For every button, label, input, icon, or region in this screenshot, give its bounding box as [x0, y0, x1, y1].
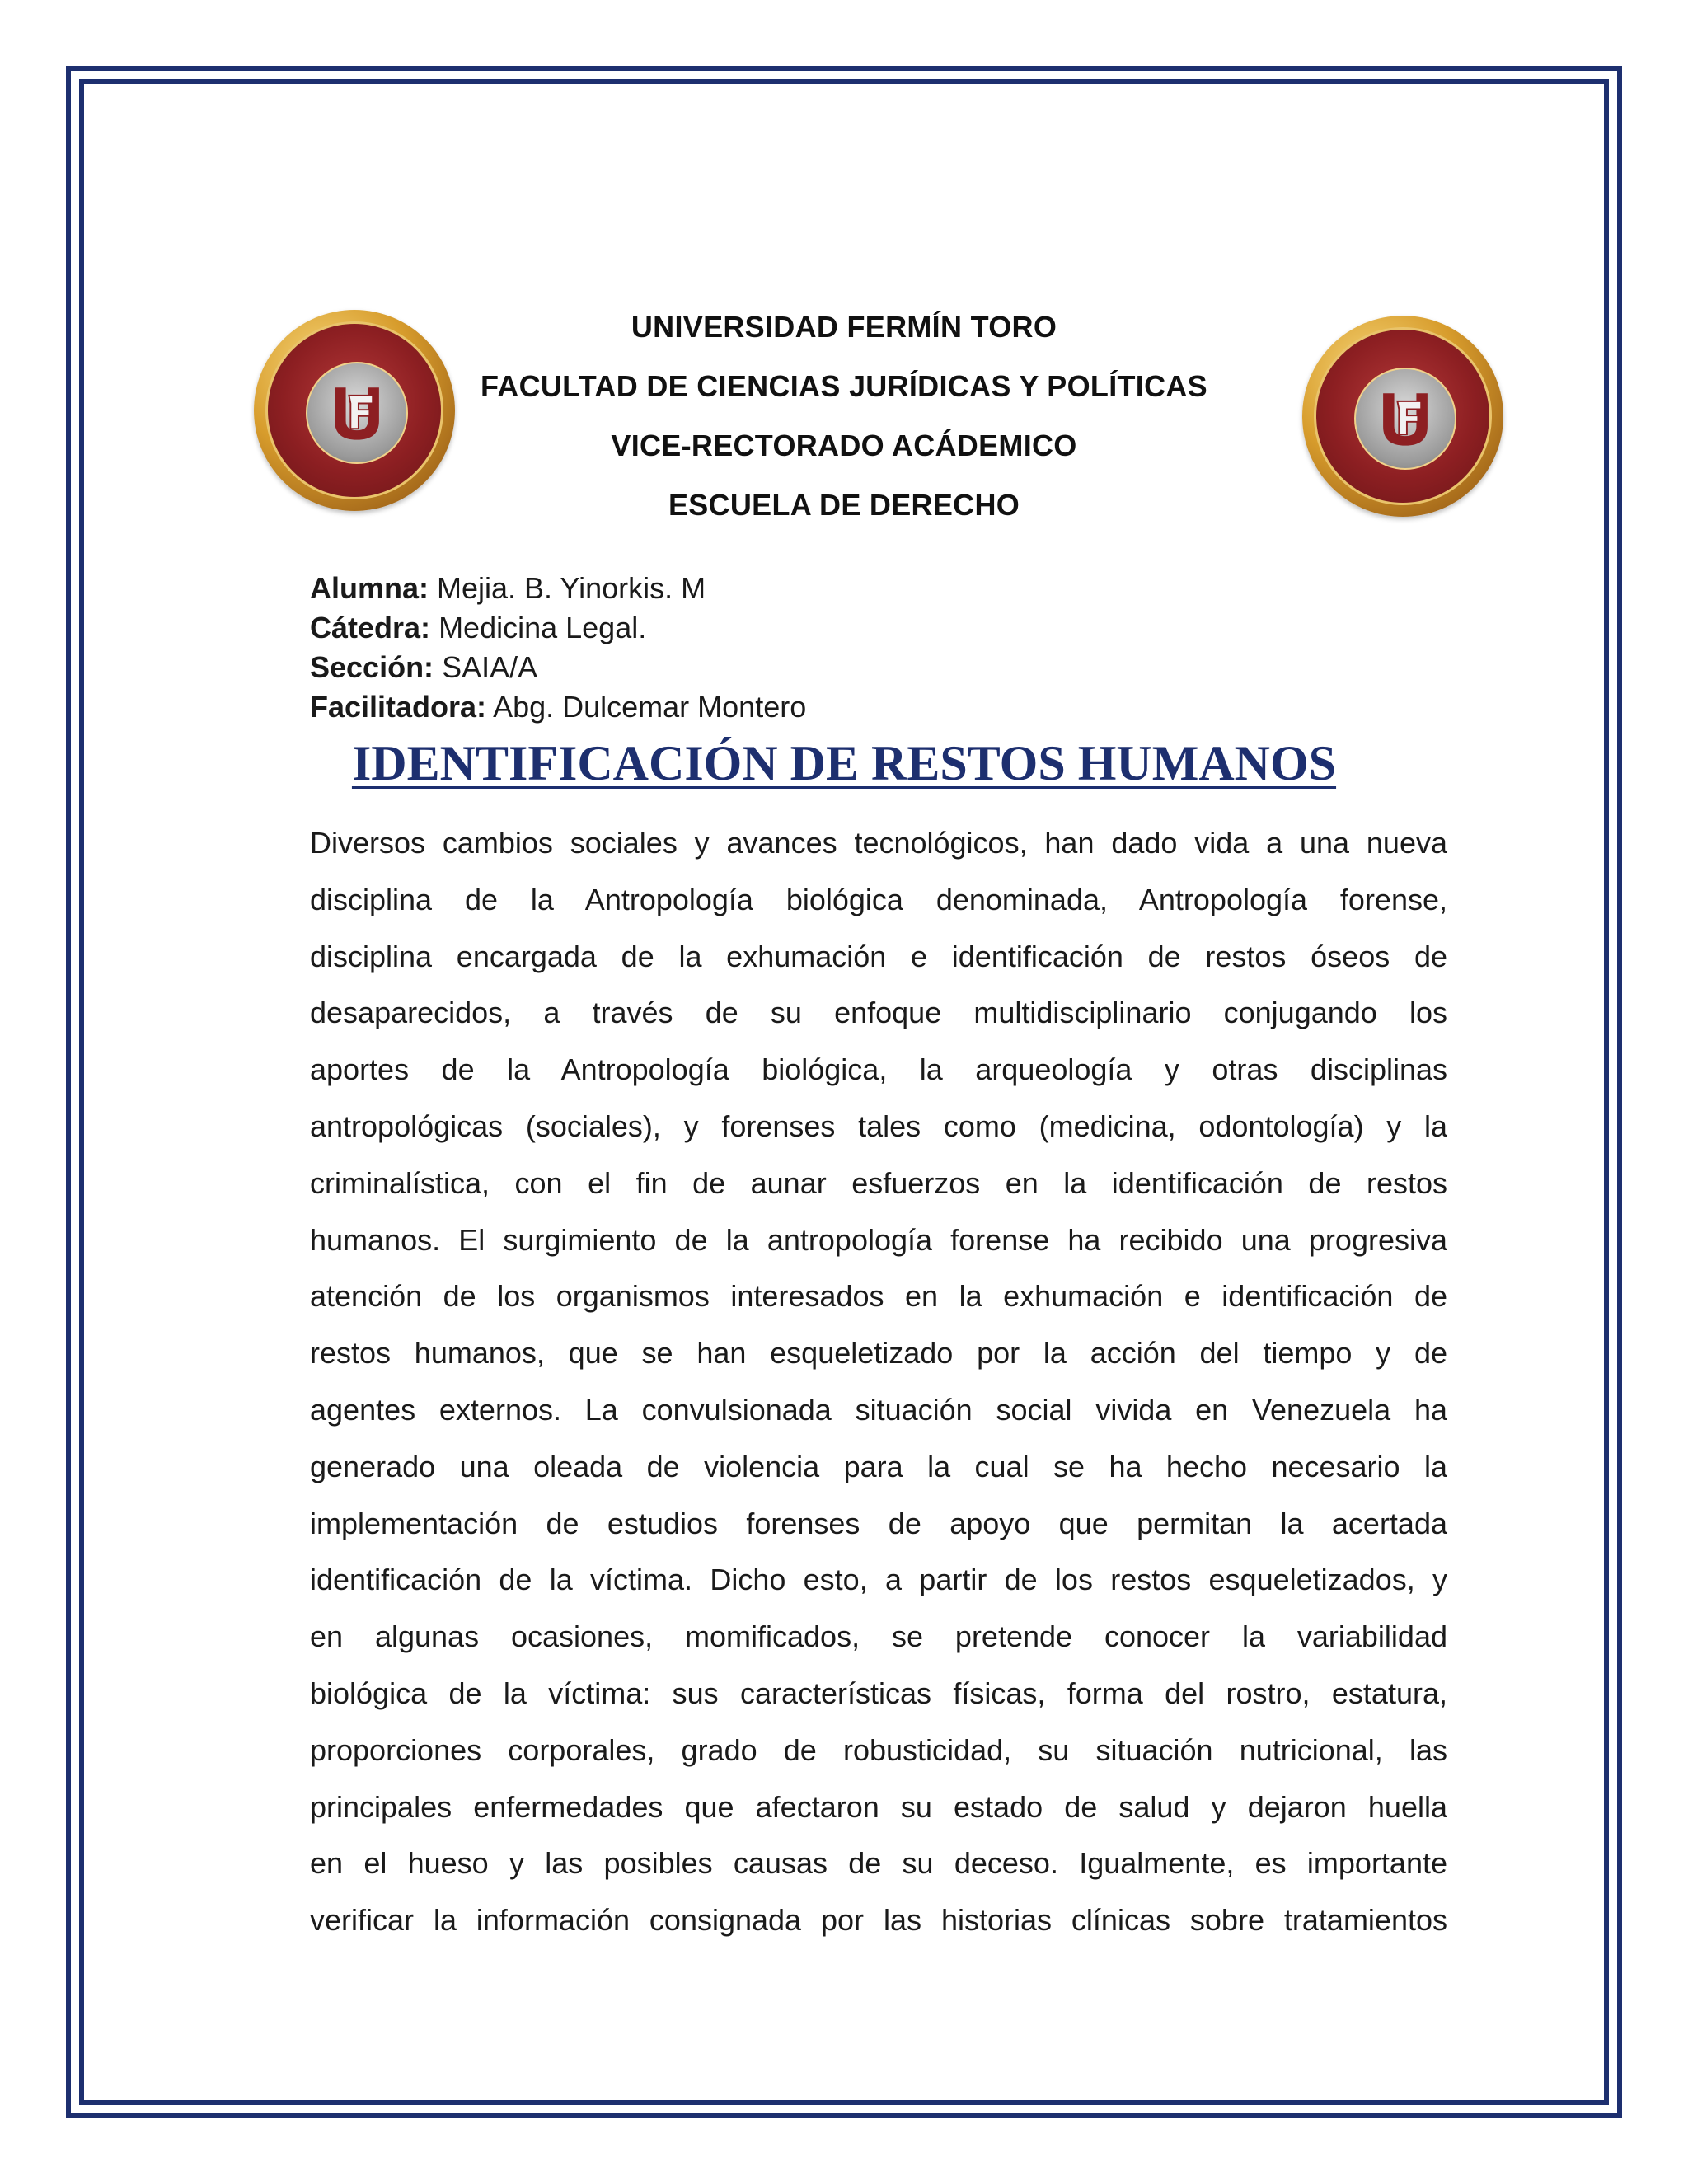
info-row-student — [310, 569, 806, 608]
university-name: UNIVERSIDAD FERMÍN TORO — [631, 310, 1057, 344]
seal-ring — [265, 321, 443, 499]
vice-rectorate: VICE-RECTORADO ACÁDEMICO — [611, 429, 1077, 462]
body-line: generado una oleada de violencia para la cual se ha hecho necesario la — [310, 1449, 1447, 1483]
body-line: disciplina de la Antropología biológica denominada, Antropología forense, — [310, 882, 1447, 916]
body-line: restos humanos, que se han esqueletizado por la acción del tiempo y de — [310, 1336, 1447, 1371]
body-line: Diversos cambios sociales y avances tecnológicos, han dado vida a una nueva — [310, 826, 1447, 860]
body-line: agentes externos. La convulsionada situación social vivida en Venezuela ha — [310, 1392, 1447, 1427]
info-label: Sección: — [310, 650, 434, 684]
info-row-section — [310, 648, 806, 687]
body-line: identificación de la víctima. Dicho esto, a partir de los restos esqueletizados, y — [310, 1563, 1447, 1597]
body-line: criminalística, con el fin de aunar esfuerzos en la identificación de restos — [310, 1165, 1447, 1200]
seal-ring — [1314, 327, 1492, 505]
info-label: Alumna: — [310, 571, 429, 605]
info-value: Mejia. B. Yinorkis. M — [437, 571, 706, 605]
info-row-course — [310, 608, 806, 648]
body-line: disciplina encargada de la exhumación e identificación de restos óseos de — [310, 939, 1447, 973]
info-value: Abg. Dulcemar Montero — [493, 690, 807, 724]
info-label: Cátedra: — [310, 611, 431, 644]
school-name: ESCUELA DE DERECHO — [668, 488, 1020, 522]
faculty-name: FACULTAD DE CIENCIAS JURÍDICAS Y POLÍTICAS — [480, 369, 1207, 403]
document-title: IDENTIFICACIÓN DE RESTOS HUMANOS — [351, 736, 1337, 790]
body-line: verificar la información consignada por las historias clínicas sobre tratamientos — [310, 1903, 1447, 1938]
body-line: humanos. El surgimiento de la antropología forense ha recibido una progresiva — [310, 1222, 1447, 1257]
body-line: proporciones corporales, grado de robusticidad, su situación nutricional, las — [310, 1732, 1447, 1767]
info-value: Medicina Legal. — [438, 611, 647, 644]
university-seal-right — [1302, 316, 1503, 517]
body-line: desaparecidos, a través de su enfoque multidisciplinario conjugando los — [310, 996, 1447, 1030]
body-line: atención de los organismos interesados en la exhumación e identificación de — [310, 1279, 1447, 1314]
student-info — [310, 569, 806, 727]
info-row-facilitator — [310, 687, 806, 727]
body-line: biológica de la víctima: sus características físicas, forma del rostro, estatura, — [310, 1675, 1447, 1710]
body-line: aportes de la Antropología biológica, la arqueología y otras disciplinas — [310, 1052, 1447, 1087]
info-label: Facilitadora: — [310, 690, 487, 724]
body-line: implementación de estudios forenses de apoyo que permitan la acertada — [310, 1506, 1447, 1540]
body-paragraph — [310, 815, 1447, 1949]
body-line: antropológicas (sociales), y forenses tales como (medicina, odontología) y la — [310, 1108, 1447, 1143]
body-line: en algunas ocasiones, momificados, se pretende conocer la variabilidad — [310, 1619, 1447, 1654]
body-line: en el hueso y las posibles causas de su deceso. Igualmente, es importante — [310, 1846, 1447, 1881]
body-line: principales enfermedades que afectaron su estado de salud y dejaron huella — [310, 1789, 1447, 1824]
info-value: SAIA/A — [442, 650, 538, 684]
